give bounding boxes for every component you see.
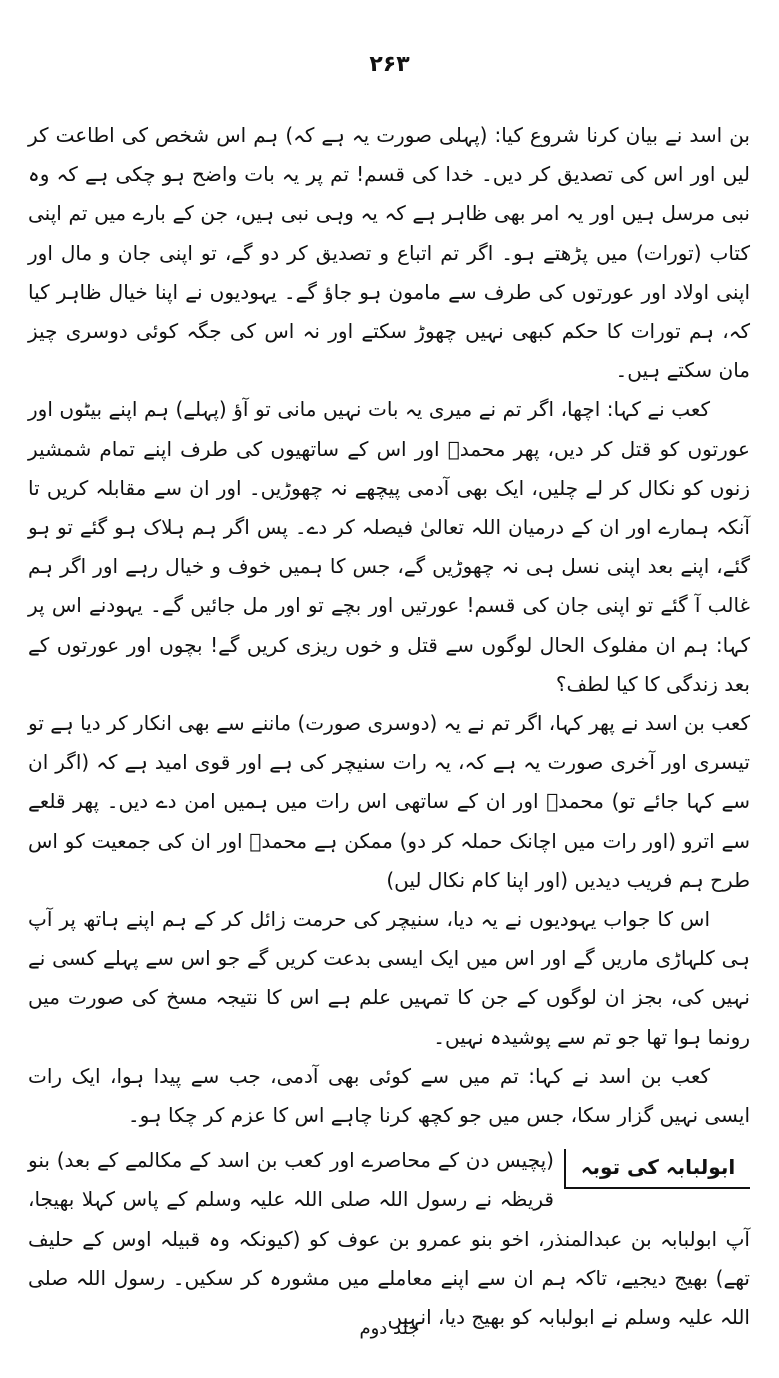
section-heading: ابولبابہ کی توبہ <box>564 1149 750 1189</box>
paragraph-second-option: کعب نے کہا: اچھا، اگر تم نے میری یہ بات نہیں مانی تو آؤ (پہلے) ہم اپنے بیٹوں اور عورتوں کو قتل کر دیں، پھر محمدؐ اور اس کے ساتھیوں کی طرف اپنے تمام شمشیر زنوں کو نکال کر لے چلیں، ایک بھی آدمی پیچھے نہ چھوڑیں۔ اور ان سے مقابلہ کریں تا آنکہ ہمارے اور ان کے درمیان اللہ تعالیٰ فیصلہ کر دے۔ پس اگر ہم ہلاک ہو گئے تو ہو گئے، اپنے بعد اپنی نسل ہی نہ چھوڑیں گے، جس کا ہمیں خوف و خیال رہے اور اگر ہم غالب آ گئے تو اپنی جان کی قسم! عورتیں اور بچے تو اور مل جائیں گے۔ یہودنے اس پر کہا: ہم ان مفلوک الحال لوگوں سے قتل و خوں ریزی کریں گے! بچوں اور عورتوں کے بعد زندگی کا کیا لطف؟ <box>28 397 750 696</box>
paragraph-jewish-reply: اس کا جواب یہودیوں نے یہ دیا، سنیچر کی حرمت زائل کر کے ہم اپنے ہاتھ پر آپ ہی کلہاڑی ماریں گے اور اس میں ایک ایسی بدعت کریں گے جو اس سے پہلے کسی نے نہیں کی، بجز ان لوگوں کے جن کا تمہیں علم ہے اس کا نتیجہ مسخ کی صورت میں رونما ہوا تھا جو تم سے پوشیدہ نہیں۔ <box>28 907 750 1049</box>
section-abu-lubaba <box>28 1141 750 1337</box>
paragraph-third-option: کعب بن اسد نے پھر کہا، اگر تم نے یہ (دوسری صورت) ماننے سے بھی انکار کر دیا ہے تو تیسری اور آخری صورت یہ ہے کہ، یہ رات سنیچر کی ہے اور قوی امید ہے کہ (اگر ان سے کہا جائے تو) محمدؐ اور ان کے ساتھی اس رات میں ہمیں امن دے دیں۔ پھر قلعے سے اترو (اور رات میں اچانک حملہ کر دو) ممکن ہے محمدؐ اور ان کی جمعیت کو اس طرح ہم فریب دیدیں (اور اپنا کام نکال لیں) <box>28 711 750 892</box>
page-number: ۲۶۳ <box>369 52 410 77</box>
volume-footer: جلد دوم <box>359 1318 420 1339</box>
page-body <box>28 116 750 1337</box>
paragraph-first-option: بن اسد نے بیان کرنا شروع کیا: (پہلی صورت یہ ہے کہ) ہم اس شخص کی اطاعت کر لیں اور اس کی تصدیق کر دیں۔ خدا کی قسم! تم پر یہ بات واضح ہو چکی ہے کہ وہ نبی مرسل ہیں اور یہ امر بھی ظاہر ہے کہ یہ وہی نبی ہیں، جن کے بارے میں تم اپنی کتاب (تورات) میں پڑھتے ہو۔ اگر تم اتباع و تصدیق کر دو گے، تو اپنی جان و مال اور اپنی اولاد اور عورتوں کی طرف سے مامون ہو جاؤ گے۔ یہودیوں نے اپنا خیال ظاہر کیا کہ، ہم تورات کا حکم کبھی نہیں چھوڑ سکتے اور نہ اس کی جگہ کوئی دوسری چیز مان سکتے ہیں۔ <box>28 123 750 383</box>
paragraph-kaab-remark: کعب بن اسد نے کہا: تم میں سے کوئی بھی آدمی، جب سے پیدا ہوا، ایک رات ایسی نہیں گزار سکا، جس میں جو کچھ کرنا چاہے اس کا عزم کر چکا ہو۔ <box>28 1063 750 1128</box>
section-text: (پچیس دن کے محاصرے اور کعب بن اسد کے مکالمے کے بعد) بنو قریظہ نے رسول اللہ صلی اللہ علیہ وسلم کے پاس کہلا بھیجا، آپ ابولبابہ بن عبدالمنذر، اخو بنو عمرو بن عوف کو (کیونکہ وہ قبیلہ اوس کے حلیف تھے) بھیج دیجیے، تاکہ ہم ان سے اپنے معاملے میں مشورہ کر سکیں۔ رسول اللہ صلی اللہ علیہ وسلم نے ابولبابہ کو بھیج دیا، انہیں <box>28 1148 750 1330</box>
